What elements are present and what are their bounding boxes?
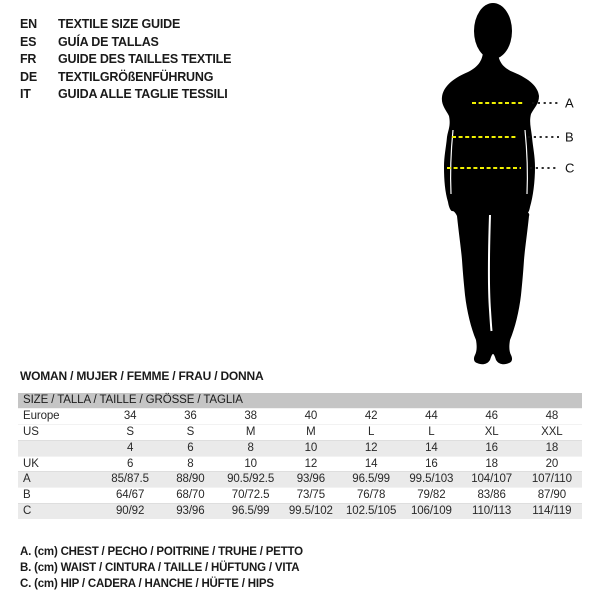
table-cell: 64/67 (115, 489, 145, 502)
table-cell: 18 (485, 457, 498, 470)
table-cell: 38 (244, 410, 257, 422)
table-cell: M (306, 425, 316, 438)
table-cell: 8 (247, 441, 254, 454)
table-cell: 14 (425, 441, 438, 454)
table-cell: 40 (304, 410, 318, 422)
table-cell: 14 (364, 457, 378, 470)
table-cell: XXL (541, 425, 563, 438)
table-row (18, 471, 582, 487)
table-cell: 114/119 (532, 505, 572, 518)
table-cell: 12 (304, 457, 318, 470)
legend-line-chest: A. (cm) CHEST / PECHO / POITRINE / TRUHE / PETTO (20, 546, 303, 558)
table-cell: 44 (425, 410, 438, 422)
table-cell: 106/109 (410, 505, 452, 518)
table-cell: 88/90 (176, 473, 205, 486)
table-cell: 99.5/103 (409, 473, 454, 486)
table-cell: 68/70 (176, 489, 205, 502)
language-label: GUIDE DES TAILLES TEXTILE (58, 52, 232, 67)
table-cell: 20 (545, 457, 559, 470)
size-table-header: SIZE / TALLA / TAILLE / GRÖSSE / TAGLIA (18, 393, 582, 408)
table-cell: 99.5/102 (288, 505, 333, 518)
table-cell: L (367, 425, 375, 438)
table-cell: L (428, 425, 435, 438)
language-row (20, 69, 231, 87)
language-list (20, 16, 231, 104)
measurement-figure (420, 0, 600, 372)
language-label: GUIDA ALLE TAGLIE TESSILI (58, 87, 228, 102)
table-cell: 36 (184, 410, 197, 422)
language-code: FR (20, 52, 37, 67)
marker-label-a: A (565, 95, 574, 111)
table-cell: 6 (187, 441, 194, 454)
table-title: WOMAN / MUJER / FEMME / FRAU / DONNA (20, 369, 264, 383)
table-cell: 110/113 (472, 505, 512, 518)
table-row (18, 408, 582, 424)
legend-line-waist: B. (cm) WAIST / CINTURA / TAILLE / HÜFTUNG / VITA (20, 561, 300, 574)
language-row (20, 16, 231, 34)
table-cell: 90/92 (115, 505, 145, 518)
table-cell: 46 (485, 410, 498, 422)
language-row (20, 86, 231, 104)
table-cell: 8 (187, 457, 194, 470)
table-cell: 10 (244, 457, 257, 470)
table-cell: 12 (364, 441, 378, 454)
row-label (18, 441, 100, 456)
row-label: Europe (23, 410, 60, 422)
table-cell: 79/82 (417, 489, 446, 502)
table-cell: 90.5/92.5 (227, 473, 275, 486)
table-cell: 16 (425, 457, 438, 470)
language-row (20, 34, 231, 52)
language-code: DE (20, 69, 37, 84)
table-row (18, 456, 582, 472)
table-row (18, 487, 582, 503)
table-cell: 34 (123, 410, 137, 422)
table-cell: 42 (364, 410, 378, 422)
table-cell: 96.5/99 (231, 505, 270, 518)
row-label: B (23, 489, 31, 502)
row-label: A (23, 473, 31, 486)
table-cell: 10 (304, 441, 318, 454)
table-cell: 107/110 (531, 473, 572, 486)
language-code: EN (20, 17, 37, 31)
row-label: US (23, 425, 39, 438)
table-row (18, 440, 582, 456)
language-code: ES (20, 34, 37, 49)
table-cell: M (245, 425, 256, 438)
size-table-body (18, 408, 582, 519)
measurement-legend (20, 545, 303, 592)
table-cell: 87/90 (537, 489, 567, 502)
row-label: C (23, 505, 32, 518)
table-cell: 4 (126, 441, 134, 454)
marker-label-b: B (565, 129, 574, 145)
table-cell: XL (484, 425, 499, 438)
table-cell: 6 (126, 457, 134, 470)
marker-label-c: C (565, 160, 575, 176)
language-label: TEXTILGRÖßENFÜHRUNG (58, 69, 214, 84)
table-cell: 93/96 (296, 473, 326, 486)
table-cell: 85/87.5 (111, 473, 149, 486)
row-label: UK (23, 457, 39, 470)
language-label: TEXTILE SIZE GUIDE (58, 17, 181, 31)
woman-silhouette-svg (420, 0, 600, 372)
table-cell: 18 (545, 441, 559, 454)
language-code: IT (20, 87, 31, 102)
size-table (18, 393, 582, 519)
legend-line-hip: C. (cm) HIP / CADERA / HANCHE / HÜFTE / HIPS (20, 577, 274, 590)
table-cell: 48 (545, 410, 559, 422)
table-cell: 93/96 (176, 505, 205, 518)
language-label: GUÍA DE TALLAS (58, 34, 159, 49)
table-cell: 102.5/105 (345, 505, 397, 518)
table-row (18, 424, 582, 440)
language-row (20, 51, 231, 69)
table-cell: 70/72.5 (231, 489, 270, 502)
table-cell: 83/86 (477, 489, 506, 502)
table-cell: S (186, 425, 195, 438)
table-cell: 16 (485, 441, 498, 454)
table-cell: 96.5/99 (352, 473, 390, 486)
table-cell: 76/78 (356, 489, 386, 502)
table-cell: 104/107 (471, 473, 513, 486)
table-cell: 73/75 (296, 489, 326, 502)
table-cell: S (126, 425, 134, 438)
table-row (18, 503, 582, 519)
